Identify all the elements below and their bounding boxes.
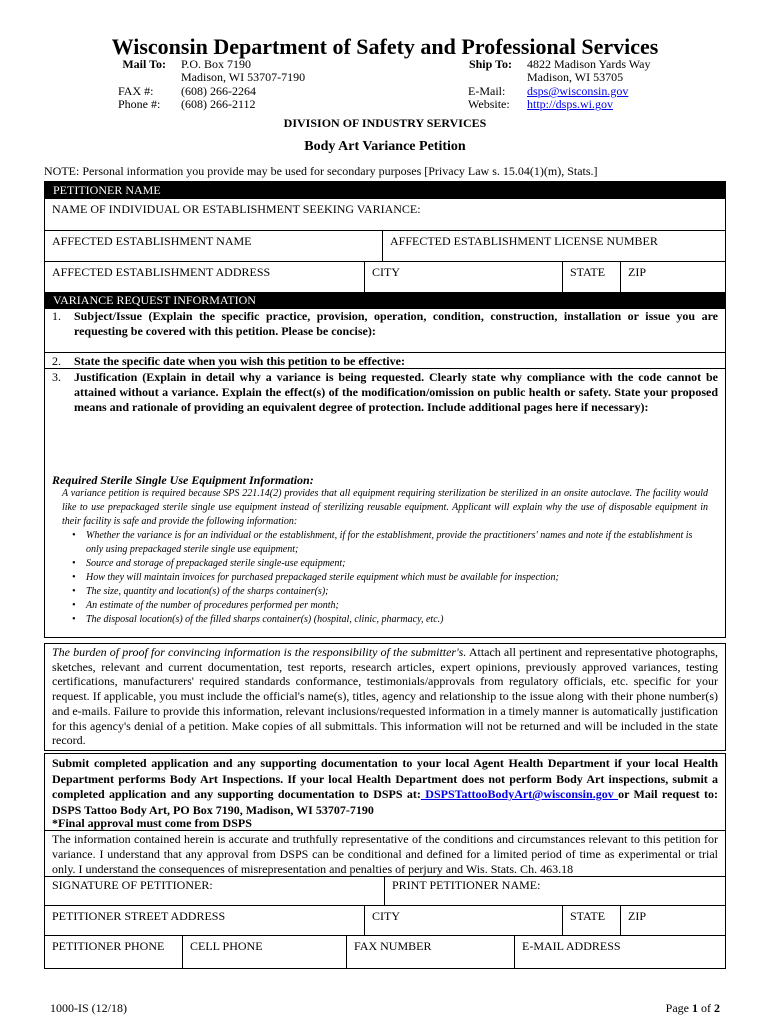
q1-number: 1. [52, 309, 61, 323]
form-title: Body Art Variance Petition [304, 139, 466, 154]
list-item: • The disposal location(s) of the filled sharps container(s) (hospital, clinic, pharmacy, etc.) [62, 613, 708, 627]
petitioner-state-label: STATE [570, 909, 606, 923]
submit-paragraph [52, 756, 718, 818]
print-name-label: PRINT PETITIONER NAME: [392, 878, 541, 892]
signature-field[interactable] [44, 874, 384, 905]
ship-to-line-2: Madison, WI 53705 [527, 70, 624, 84]
email-link[interactable]: dsps@wisconsin.gov [527, 84, 629, 98]
fax-number: (608) 266-2264 [181, 84, 256, 98]
list-item: • Source and storage of prepackaged sterile single-use equipment; [62, 557, 708, 571]
division-name: DIVISION OF INDUSTRY SERVICES [283, 116, 487, 130]
proof-lead: The burden of proof for convincing information is the responsibility of the submitter's. [52, 645, 467, 659]
mail-to-label: Mail To: [122, 57, 166, 71]
website-link[interactable]: http://dsps.wi.gov [527, 97, 614, 111]
q3-answer-field[interactable] [44, 432, 726, 470]
mail-to-line-2: Madison, WI 53707-7190 [181, 70, 306, 84]
establishment-name-label: AFFECTED ESTABLISHMENT NAME [52, 234, 252, 248]
page-separator: of [698, 1001, 714, 1015]
signature-label: SIGNATURE OF PETITIONER: [52, 878, 213, 892]
submit-email-link[interactable]: DSPSTattooBodyArt@wisconsin.gov [420, 787, 619, 801]
establishment-zip-label: ZIP [628, 265, 646, 279]
email-address-field[interactable] [514, 935, 726, 969]
phone-label: Phone #: [118, 97, 161, 111]
phone-number: (608) 266-2112 [181, 97, 256, 111]
submit-text-before: Submit completed application and any supporting documentation to your local Agent Health Department if your local Health Department performs Body Art Inspections. If your local Health Department does not perform Body Art inspections, submit a completed application and any supporting documentation to DSPS at: [52, 756, 718, 801]
final-approval-note: *Final approval must come from DSPS [52, 816, 252, 830]
establishment-address-field[interactable] [44, 261, 364, 295]
establishment-address-label: AFFECTED ESTABLISHMENT ADDRESS [52, 265, 271, 279]
q1-answer-field[interactable] [44, 340, 726, 352]
petitioner-state-field[interactable] [562, 905, 620, 936]
petitioner-section-header: PETITIONER NAME [44, 181, 726, 199]
license-number-label: AFFECTED ESTABLISHMENT LICENSE NUMBER [390, 234, 658, 248]
sterile-requirements-list [62, 529, 708, 627]
petitioner-street-label: PETITIONER STREET ADDRESS [52, 909, 226, 923]
petitioner-name-label: NAME OF INDIVIDUAL OR ESTABLISHMENT SEEKING VARIANCE: [52, 202, 421, 216]
establishment-city-label: CITY [372, 265, 400, 279]
privacy-note: NOTE: Personal information you provide may be used for secondary purposes [Privacy Law s. 15.04(1)(m), Stats.] [44, 164, 598, 178]
fax-number-label: FAX NUMBER [354, 939, 432, 953]
list-item: • An estimate of the number of procedures performed per month; [62, 599, 708, 613]
page-total: 2 [714, 1001, 720, 1015]
petitioner-zip-label: ZIP [628, 909, 646, 923]
establishment-name-field[interactable] [44, 230, 382, 262]
list-item: • Whether the variance is for an individual or the establishment, if for the establishment, provide the practitioners' names and note if the establishment is only using prepackaged sterile single use equipment; [62, 529, 708, 557]
page-prefix: Page [665, 1001, 692, 1015]
divider [44, 352, 726, 353]
q2-number: 2. [52, 354, 61, 368]
form-number: 1000-IS (12/18) [50, 1001, 127, 1015]
petitioner-zip-field[interactable] [620, 905, 726, 936]
proof-paragraph [52, 645, 718, 748]
establishment-state-label: STATE [570, 265, 606, 279]
page-number: 1 [692, 1001, 698, 1015]
proof-text: Attach all pertinent and representative photographs, sketches, relevant and current documentation, test reports, research articles, expert opinions, previously approved variances, testing certifications, manufacturers' required standards conformance, testimonials/approvals from regulatory officials, etc. specific for your request. If applicable, you must include the official's name(s), titles, agency and relationship to the issue along with their phone number(s) and e-mails. Failure to provide this information, relevant inclusions/requested information in a timely manner is automatically justification for this agency's denial of a petition. Make copies of all submittals. This information will not be returned and will be included in the state record. [52, 645, 718, 748]
license-number-field[interactable] [382, 230, 726, 262]
q2-text: State the specific date when you wish this petition to be effective: [74, 354, 405, 368]
establishment-city-field[interactable] [364, 261, 562, 295]
petitioner-phone-field[interactable] [44, 935, 182, 969]
divider [44, 830, 726, 831]
page-indicator [666, 1001, 720, 1016]
q1-text: Subject/Issue (Explain the specific practice, provision, operation, condition, construction, installation or issue you are requesting be covered with this petition. Please be concise): [74, 309, 718, 338]
establishment-zip-field[interactable] [620, 261, 726, 295]
certification-text: The information contained herein is accurate and truthfully representative of the conditions and circumstances relevant to this petition for variance. I understand that any approval from DSPS can be conditional and defined for a limited period of time as experimental or trial only. I understand the consequences of misrepresentation and penalties of perjury and Wis. Stats. Ch. 463.18 [52, 832, 718, 876]
petitioner-phone-label: PETITIONER PHONE [52, 939, 165, 953]
variance-section-header: VARIANCE REQUEST INFORMATION [44, 292, 726, 309]
sterile-heading: Required Sterile Single Use Equipment Information: [52, 473, 314, 487]
petitioner-street-field[interactable] [44, 905, 364, 936]
email-label: E-Mail: [468, 84, 506, 98]
petitioner-name-field[interactable] [44, 198, 726, 231]
q3-number: 3. [52, 370, 61, 384]
divider [44, 368, 726, 369]
cell-phone-field[interactable] [182, 935, 346, 969]
email-address-label: E-MAIL ADDRESS [522, 939, 621, 953]
mail-to-line-1: P.O. Box 7190 [181, 57, 252, 71]
sterile-intro: A variance petition is required because SPS 221.14(2) provides that all equipment requiring sterilization be sterilized in an onsite autoclave. The facility would like to use prepackaged sterile single use equipment instead of sterilizing reusable equipment. Applicant will explain why the use of disposable equipment in their facility is safe and provide the following information: [62, 488, 708, 527]
agency-title: Wisconsin Department of Safety and Professional Services [111, 34, 659, 59]
ship-to-label: Ship To: [468, 57, 512, 71]
establishment-state-field[interactable] [562, 261, 620, 295]
list-item: • How they will maintain invoices for purchased prepackaged sterile equipment which must be available for inspection; [62, 571, 708, 585]
list-item: • The size, quantity and location(s) of the sharps container(s); [62, 585, 708, 599]
website-label: Website: [468, 97, 510, 111]
submit-text-after: or Mail request to: DSPS Tattoo Body Art, PO Box 7190, Madison, WI 53707-7190 [52, 787, 719, 817]
ship-to-line-1: 4822 Madison Yards Way [527, 57, 651, 71]
fax-number-field[interactable] [346, 935, 514, 969]
petitioner-city-label: CITY [372, 909, 400, 923]
petitioner-city-field[interactable] [364, 905, 562, 936]
print-name-field[interactable] [384, 874, 726, 905]
q3-text: Justification (Explain in detail why a variance is being requested. Clearly state why compliance with the code cannot be attained without a variance. Explain the effect(s) of the modification/omission on public health or safety. State your proposed means and rationale of providing an equivalent degree of protection. Include additional pages here if necessary): [74, 370, 718, 414]
cell-phone-label: CELL PHONE [190, 939, 263, 953]
fax-label: FAX #: [118, 84, 154, 98]
